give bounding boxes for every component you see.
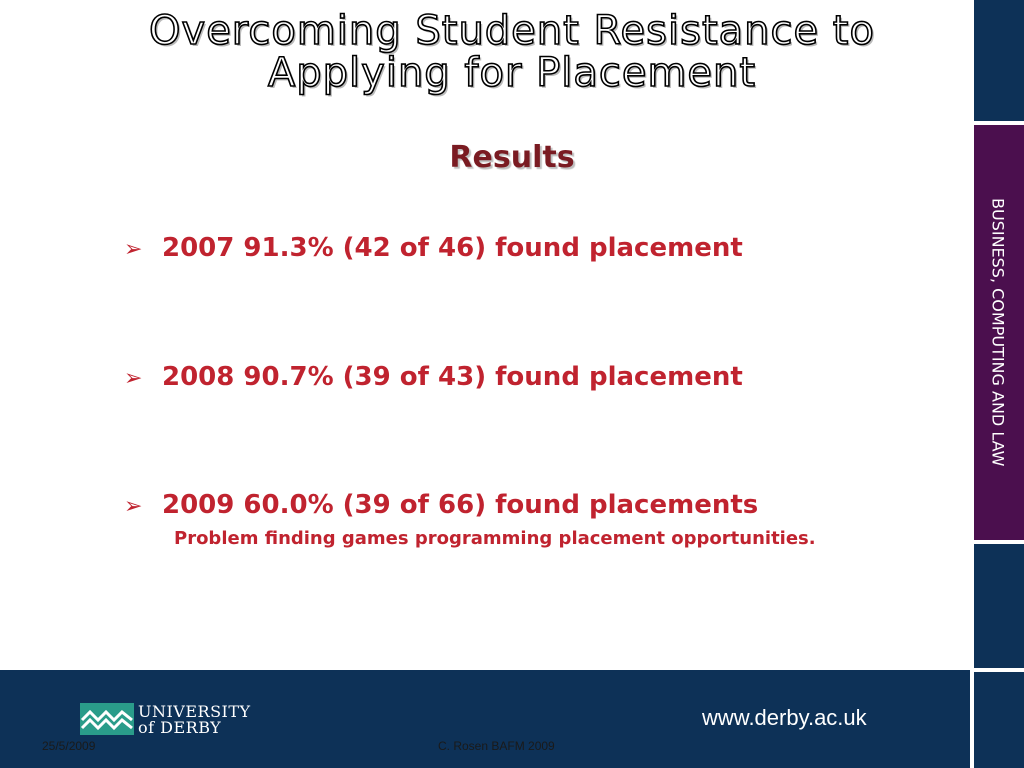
sidebar-block-bottom (974, 672, 1024, 768)
bullet-arrow-icon: ➢ (124, 366, 143, 391)
university-logo-icon (80, 703, 134, 735)
bullet-item-2009 (124, 490, 758, 520)
logo-text-derby: of DERBY (138, 718, 222, 737)
bullet-text: 2009 60.0% (39 of 66) found placements (162, 490, 759, 520)
bullet-arrow-icon: ➢ (124, 494, 143, 519)
bullet-text: 2008 90.7% (39 of 43) found placement (162, 362, 743, 392)
bullet-item-2007 (124, 233, 743, 263)
sidebar-label-wrap (972, 125, 1024, 540)
logo-text-university: UNIVERSITY (138, 702, 251, 721)
title-line-1: Overcoming Student Resistance to (149, 8, 875, 54)
footer-author: C. Rosen BAFM 2009 (438, 739, 555, 753)
website-url[interactable]: www.derby.ac.uk (702, 705, 867, 730)
sidebar-faculty-label: BUSINESS, COMPUTING AND LAW (988, 198, 1008, 467)
bullet-item-2008 (124, 362, 743, 392)
footer-date: 25/5/2009 (42, 739, 96, 753)
title-line-2: Applying for Placement (267, 50, 757, 96)
slide-subtitle: Results (449, 140, 575, 175)
bullet-text: 2007 91.3% (42 of 46) found placement (162, 233, 743, 263)
sidebar-block-middle (974, 544, 1024, 668)
slide-title (0, 10, 1024, 94)
bullet-arrow-icon: ➢ (124, 237, 143, 262)
sidebar-block-top (974, 0, 1024, 121)
bullet-note: Problem finding games programming placement opportunities. (174, 528, 816, 549)
